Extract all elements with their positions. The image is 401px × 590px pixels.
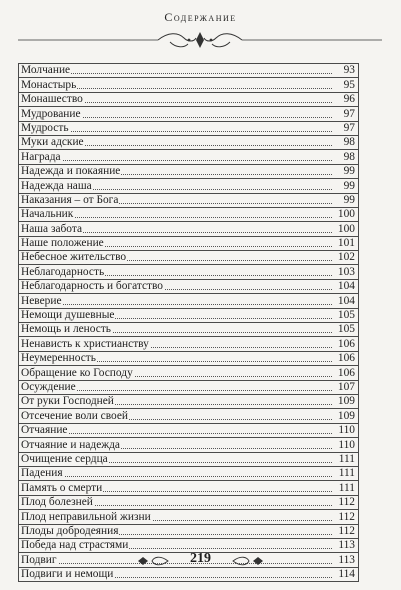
toc-entry-page: 110	[338, 438, 355, 451]
toc-entry-page: 101	[337, 237, 355, 250]
toc-entry-title: Надежда наша	[21, 179, 92, 192]
toc-entry	[19, 309, 358, 323]
toc-entry-page: 112	[338, 524, 355, 537]
toc-entry-title: Неверие	[21, 294, 62, 307]
toc-entry	[19, 93, 358, 107]
toc-entry-page: 99	[343, 165, 355, 178]
toc-entry-title: Начальник	[21, 208, 74, 221]
toc-entry	[19, 352, 358, 366]
toc-entry-page: 112	[338, 510, 355, 523]
toc-entry-title: Награда	[21, 150, 61, 163]
toc-entry	[19, 510, 358, 524]
toc-entry-title: Обращение ко Господу	[21, 366, 133, 379]
toc-entry	[19, 78, 358, 92]
toc-entry	[19, 337, 358, 351]
toc-entry	[19, 323, 358, 337]
toc-entry-page: 100	[337, 222, 355, 235]
toc-entry	[19, 381, 358, 395]
toc-entry-title: Осуждение	[21, 380, 76, 393]
toc-entry-page: 100	[337, 208, 355, 221]
toc-entry-page: 106	[337, 352, 355, 365]
toc-entry	[19, 150, 358, 164]
toc-entry	[19, 208, 358, 222]
toc-entry-title: Наша забота	[21, 222, 83, 235]
toc-entry-page: 98	[343, 136, 355, 149]
toc-entry-page: 102	[337, 251, 355, 264]
toc-entry-page: 93	[343, 64, 355, 77]
toc-entry-title: Плоды добродеяния	[21, 524, 119, 537]
toc-entry-page: 103	[337, 265, 355, 278]
toc-entry	[19, 467, 358, 481]
toc-entry-title: Подвиг	[21, 553, 57, 566]
toc-entry-title: Отсечение воли своей	[21, 409, 129, 422]
dot-leader	[21, 160, 332, 161]
toc-entry-title: Монашество	[21, 93, 83, 106]
toc-entry-page: 109	[337, 409, 355, 422]
toc-entry-title: Ненависть к христианству	[21, 337, 149, 350]
toc-entry	[19, 122, 358, 136]
toc-entry-title: Монастырь	[21, 78, 77, 91]
toc-entry	[19, 265, 358, 279]
toc-entry	[19, 453, 358, 467]
toc-entry-title: Немощи душевные	[21, 309, 115, 322]
toc-entry-page: 114	[338, 568, 355, 581]
toc-entry	[19, 136, 358, 150]
toc-entry	[19, 496, 358, 510]
toc-entry-title: Плод неправильной жизни	[21, 510, 151, 523]
toc-entry-page: 106	[337, 337, 355, 350]
toc-entry	[19, 107, 358, 121]
table-of-contents	[18, 63, 359, 582]
toc-entry-title: Отчаяние	[21, 424, 68, 437]
toc-entry	[19, 294, 358, 308]
dot-leader	[21, 476, 332, 477]
toc-entry-page: 105	[337, 323, 355, 336]
toc-entry-title: Наказания – от Бога	[21, 193, 119, 206]
toc-entry-title: Мудрование	[21, 107, 81, 120]
toc-entry-page: 99	[343, 193, 355, 206]
header-ornament-icon	[18, 28, 382, 52]
toc-entry-title: Плод болезней	[21, 496, 93, 509]
toc-entry	[19, 409, 358, 423]
toc-entry-title: Муки адские	[21, 136, 84, 149]
toc-entry-page: 113	[338, 553, 355, 566]
toc-entry	[19, 179, 358, 193]
toc-entry-page: 111	[338, 481, 355, 494]
toc-entry-title: Очищение сердца	[21, 452, 108, 465]
toc-entry-title: Наше положение	[21, 237, 104, 250]
toc-entry	[19, 251, 358, 265]
toc-entry-title: Неумеренность	[21, 352, 96, 365]
toc-entry-title: Неблагодарность	[21, 265, 105, 278]
toc-entry-page: 104	[337, 280, 355, 293]
toc-entry-title: Неблагодарность и богатство	[21, 280, 163, 293]
toc-entry-title: Небесное жительство	[21, 251, 127, 264]
dot-leader	[21, 304, 332, 305]
toc-entry-page: 113	[338, 539, 355, 552]
toc-entry-title: Подвиги и немощи	[21, 568, 114, 581]
toc-entry	[19, 165, 358, 179]
page-number: 219	[190, 551, 211, 566]
toc-entry-page: 98	[343, 150, 355, 163]
toc-entry-title: Отчаяние и надежда	[21, 438, 120, 451]
toc-entry	[19, 481, 358, 495]
toc-entry-page: 107	[337, 380, 355, 393]
toc-entry-title: Мудрость	[21, 121, 69, 134]
toc-entry-page: 111	[338, 467, 355, 480]
toc-entry	[19, 280, 358, 294]
toc-entry	[19, 424, 358, 438]
toc-entry-title: От руки Господней	[21, 395, 114, 408]
toc-entry-title: Немощь и леность	[21, 323, 111, 336]
toc-entry-title: Победа над страстями	[21, 539, 129, 552]
toc-entry	[19, 64, 358, 78]
toc-entry-title: Молчание	[21, 64, 71, 77]
toc-entry-page: 97	[343, 107, 355, 120]
toc-entry-title: Память о смерти	[21, 481, 103, 494]
toc-entry-page: 106	[337, 366, 355, 379]
toc-entry-page: 105	[337, 309, 355, 322]
toc-entry	[19, 237, 358, 251]
toc-entry-page: 97	[343, 121, 355, 134]
toc-entry	[19, 366, 358, 380]
toc-entry-page: 99	[343, 179, 355, 192]
toc-entry-title: Надежда и покаяние	[21, 165, 121, 178]
toc-entry-page: 104	[337, 294, 355, 307]
toc-entry-page: 96	[343, 93, 355, 106]
toc-entry-page: 95	[343, 78, 355, 91]
toc-entry-page: 110	[338, 424, 355, 437]
toc-entry	[19, 438, 358, 452]
toc-entry	[19, 395, 358, 409]
toc-entry-page: 112	[338, 496, 355, 509]
page-header: Содержание	[164, 10, 237, 24]
toc-entry	[19, 222, 358, 236]
toc-entry	[19, 525, 358, 539]
toc-entry	[19, 194, 358, 208]
toc-entry-page: 109	[337, 395, 355, 408]
toc-entry-page: 111	[338, 452, 355, 465]
toc-entry-title: Падения	[21, 467, 63, 480]
